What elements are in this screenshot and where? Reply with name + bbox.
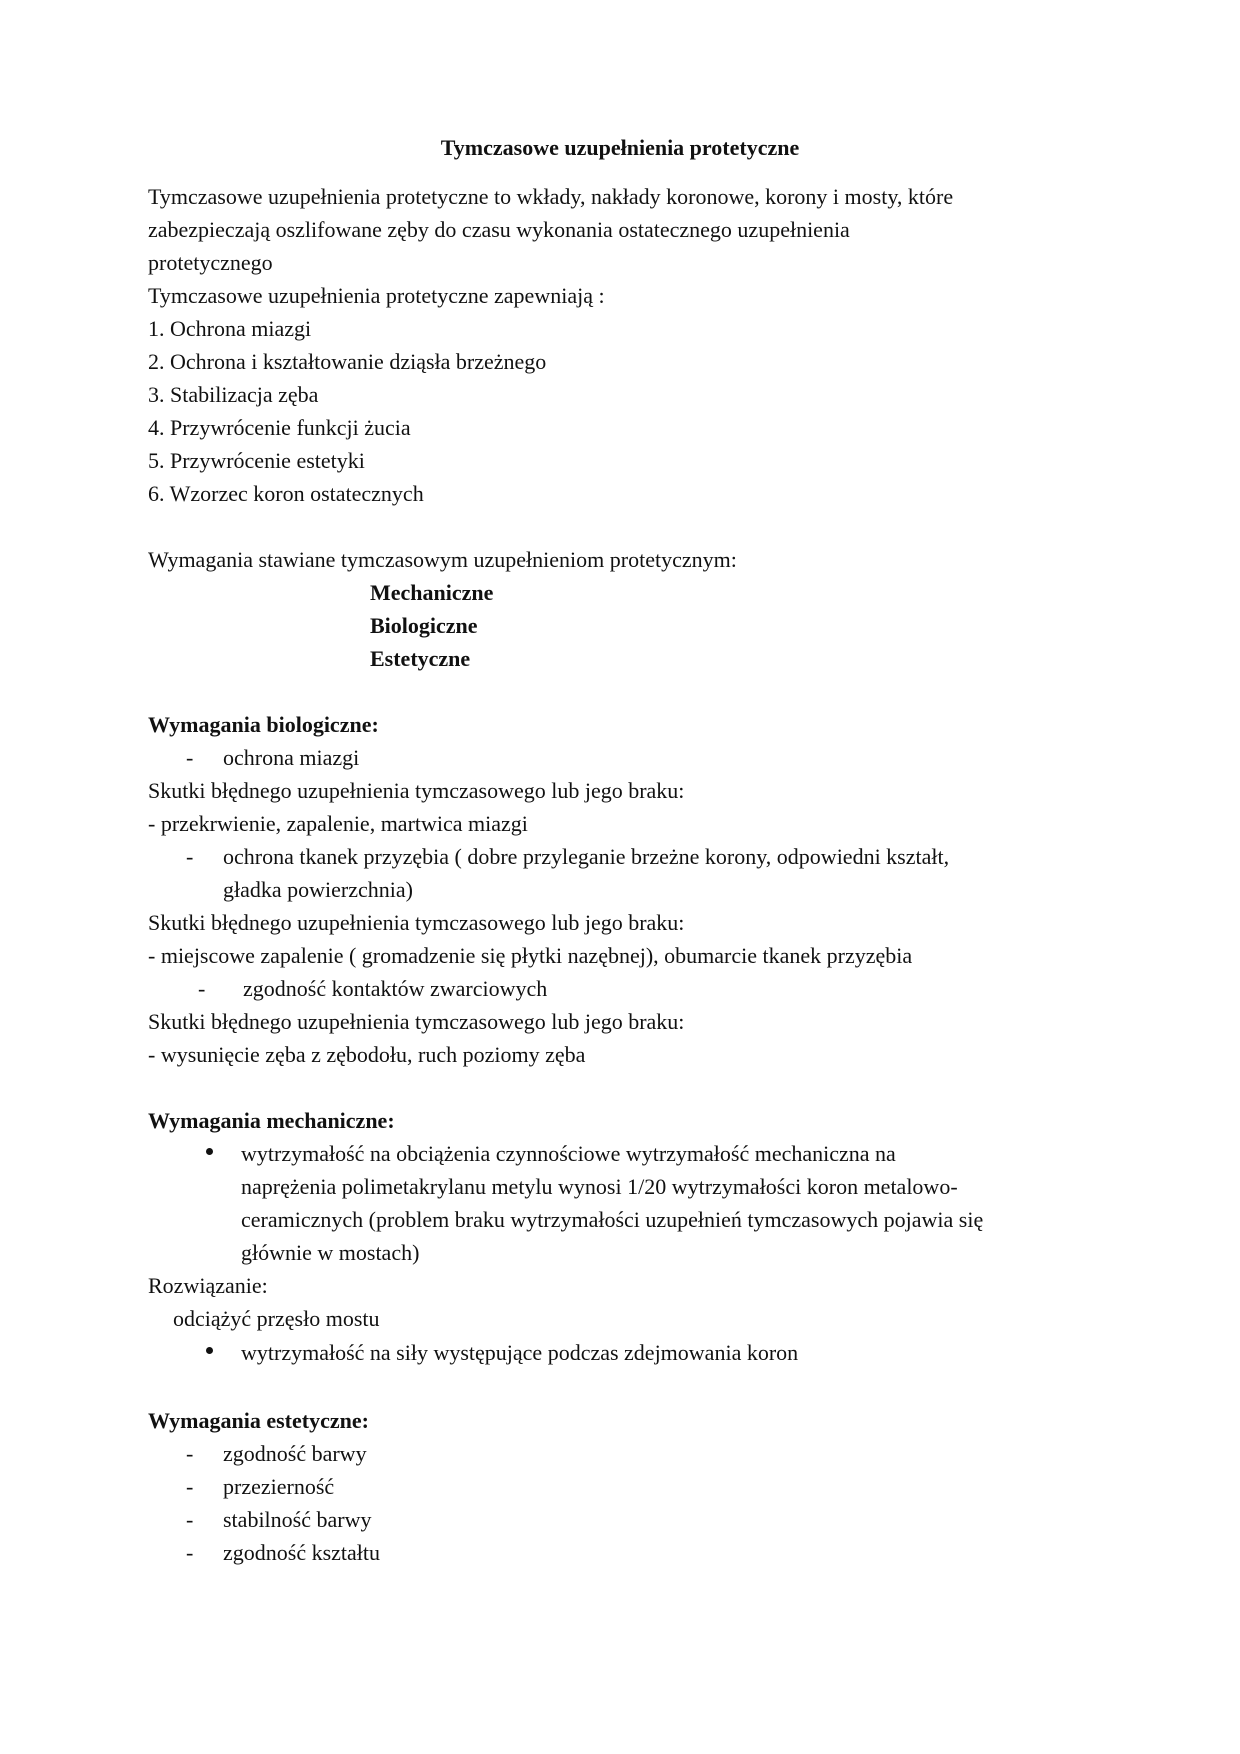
- bullet-item-continued: głównie w mostach): [241, 1240, 420, 1265]
- intro-line: Tymczasowe uzupełnienia protetyczne to wkłady, nakłady koronowe, korony i mosty, które: [148, 184, 954, 209]
- intro-line: zabezpieczają oszlifowane zęby do czasu wykonania ostatecznego uzupełnienia: [148, 217, 850, 242]
- bullet-item: wytrzymałość na obciążenia czynnościowe wytrzymałość mechaniczna na: [241, 1141, 896, 1166]
- section-heading-aesthetic: Wymagania estetyczne:: [148, 1408, 369, 1433]
- requirements-intro: Wymagania stawiane tymczasowym uzupełnieniom protetycznym:: [148, 547, 737, 572]
- function-item: 1. Ochrona miazgi: [148, 316, 312, 341]
- requirement-type: Estetyczne: [370, 646, 471, 671]
- section-heading-biological: Wymagania biologiczne:: [148, 712, 379, 737]
- effect-text: - miejscowe zapalenie ( gromadzenie się płytki nazębnej), obumarcie tkanek przyzębia: [148, 943, 913, 968]
- list-item: przezierność: [223, 1474, 335, 1499]
- intro-line: Tymczasowe uzupełnienia protetyczne zapewniają :: [148, 283, 605, 308]
- bullet-icon: [206, 1148, 213, 1155]
- solution-text: odciążyć przęsło mostu: [173, 1306, 380, 1331]
- dash-marker: -: [186, 1540, 194, 1565]
- dash-marker: -: [186, 745, 194, 770]
- intro-line: protetycznego: [148, 250, 273, 275]
- list-item: zgodność barwy: [223, 1441, 367, 1466]
- dash-marker: -: [198, 976, 206, 1001]
- function-item: 5. Przywrócenie estetyki: [148, 448, 365, 473]
- effects-label: Skutki błędnego uzupełnienia tymczasowego lub jego braku:: [148, 778, 685, 803]
- function-item: 6. Wzorzec koron ostatecznych: [148, 481, 424, 506]
- effect-text: - wysunięcie zęba z zębodołu, ruch poziomy zęba: [148, 1042, 586, 1067]
- solution-label: Rozwiązanie:: [148, 1273, 268, 1298]
- list-item: ochrona tkanek przyzębia ( dobre przyleganie brzeżne korony, odpowiedni kształt,: [223, 844, 950, 869]
- requirement-type: Mechaniczne: [370, 580, 494, 605]
- bullet-item-continued: naprężenia polimetakrylanu metylu wynosi 1/20 wytrzymałości koron metalowo-: [241, 1174, 958, 1199]
- effect-text: - przekrwienie, zapalenie, martwica miazgi: [148, 811, 528, 836]
- dash-marker: -: [186, 1474, 194, 1499]
- page-title: Tymczasowe uzupełnienia protetyczne: [440, 135, 800, 160]
- list-item: ochrona miazgi: [223, 745, 360, 770]
- bullet-icon: [206, 1347, 213, 1354]
- function-item: 3. Stabilizacja zęba: [148, 382, 319, 407]
- bullet-item-continued: ceramicznych (problem braku wytrzymałości uzupełnień tymczasowych pojawia się: [241, 1207, 984, 1232]
- section-heading-mechanical: Wymagania mechaniczne:: [148, 1108, 395, 1133]
- dash-marker: -: [186, 1507, 194, 1532]
- effects-label: Skutki błędnego uzupełnienia tymczasowego lub jego braku:: [148, 1009, 685, 1034]
- bullet-item: wytrzymałość na siły występujące podczas zdejmowania koron: [241, 1340, 799, 1365]
- effects-label: Skutki błędnego uzupełnienia tymczasowego lub jego braku:: [148, 910, 685, 935]
- function-item: 2. Ochrona i kształtowanie dziąsła brzeżnego: [148, 349, 547, 374]
- dash-marker: -: [186, 1441, 194, 1466]
- function-item: 4. Przywrócenie funkcji żucia: [148, 415, 411, 440]
- requirement-type: Biologiczne: [370, 613, 478, 638]
- list-item-continued: gładka powierzchnia): [223, 877, 413, 902]
- dash-marker: -: [186, 844, 194, 869]
- list-item: zgodność kontaktów zwarciowych: [243, 976, 548, 1001]
- list-item: stabilność barwy: [223, 1507, 372, 1532]
- list-item: zgodność kształtu: [223, 1540, 381, 1565]
